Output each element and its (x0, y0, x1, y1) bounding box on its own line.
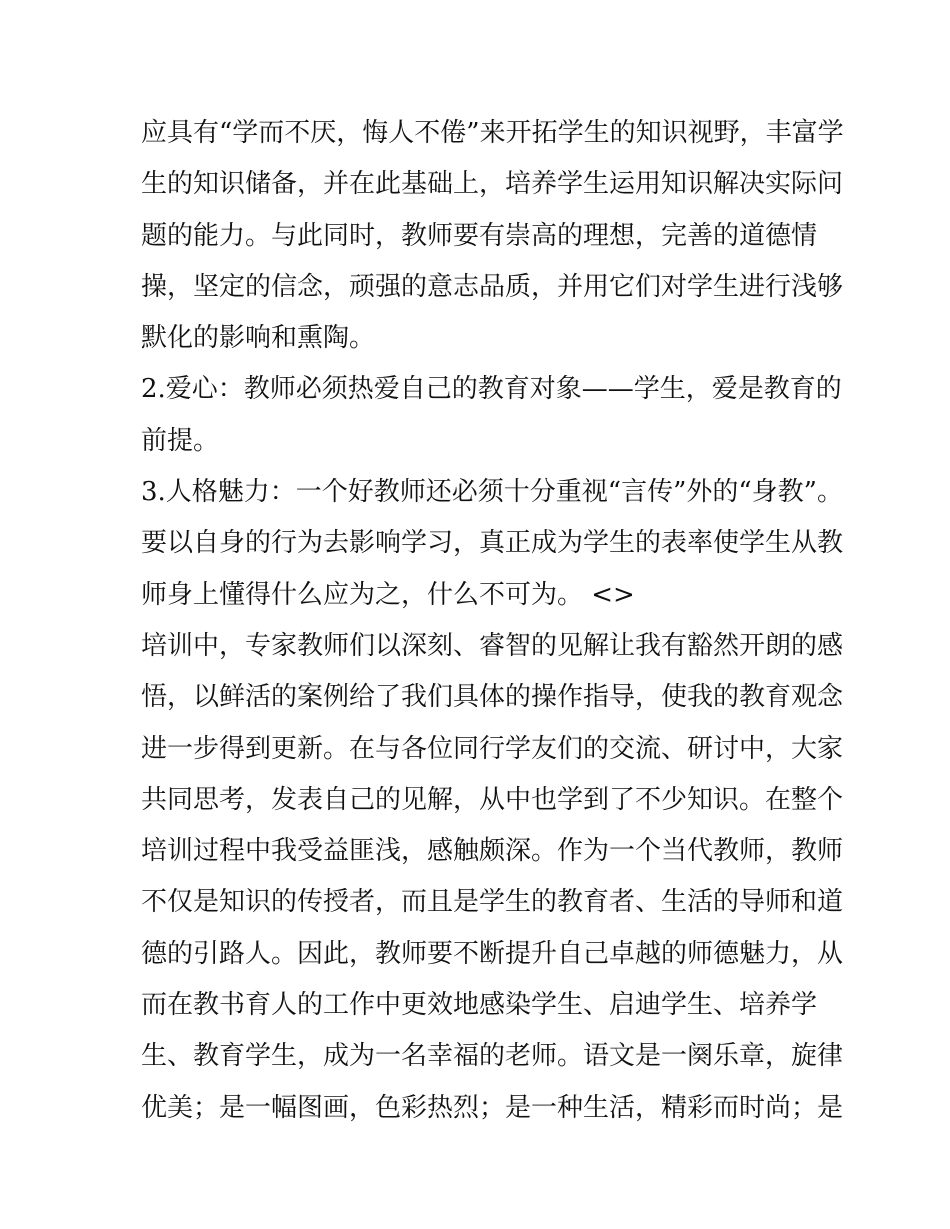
text-line: 培训中，专家教师们以深刻、睿智的见解让我有豁然开朗的感 (141, 630, 844, 661)
text-line: 悟，以鲜活的案例给了我们具体的操作指导，使我的教育观念 (141, 682, 844, 713)
text-line: 而在教书育人的工作中更效地感染学生、启迪学生、培养学 (141, 990, 818, 1021)
text-line: 不仅是知识的传授者，而且是学生的教育者、生活的导师和道 (141, 887, 844, 918)
text-line: 优美；是一幅图画，色彩热烈；是一种生活，精彩而时尚；是 (141, 1092, 844, 1123)
text-line: 要以自身的行为去影响学习，真正成为学生的表率使学生从教 (141, 528, 844, 559)
text-line: 生的知识储备，并在此基础上，培养学生运用知识解决实际问 (141, 169, 844, 200)
text-line: 默化的影响和熏陶。 (141, 323, 376, 354)
text-line: 2.爱心：教师必须热爱自己的教育对象——学生，爱是教育的 (141, 374, 842, 405)
document-body (141, 108, 844, 1134)
text-line: 3.人格魅力：一个好教师还必须十分重视“言传”外的“身教”。 (141, 477, 843, 508)
text-line: 生、教育学生，成为一名幸福的老师。语文是一阕乐章，旋律 (141, 1041, 844, 1072)
text-line: 德的引路人。因此，教师要不断提升自己卓越的师德魅力，从 (141, 938, 844, 969)
text-line: 前提。 (141, 425, 220, 456)
text-line: 应具有“学而不厌，悔人不倦”来开拓学生的知识视野，丰富学 (141, 118, 844, 148)
text-line: 操，坚定的信念，顽强的意志品质，并用它们对学生进行浅够 (141, 271, 844, 302)
text-line: 培训过程中我受益匪浅，感触颇深。作为一个当代教师，教师 (141, 836, 844, 867)
text-line: 共同思考，发表自己的见解，从中也学到了不少知识。在整个 (141, 784, 844, 815)
text-line: 进一步得到更新。在与各位同行学友们的交流、研讨中，大家 (141, 733, 844, 764)
text-line: 师身上懂得什么应为之，什么不可为。 <> (141, 579, 635, 610)
text-line: 题的能力。与此同时，教师要有崇高的理想，完善的道德情 (141, 220, 818, 251)
